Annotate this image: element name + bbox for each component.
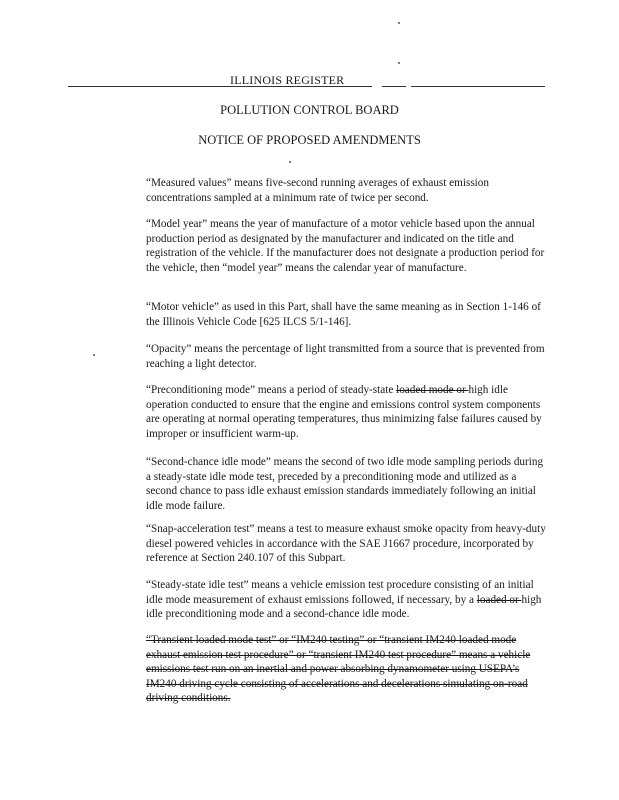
- notice-title: NOTICE OF PROPOSED AMENDMENTS: [198, 133, 421, 147]
- model-year-text: “Model year” means the year of manufacture of a motor vehicle based upon the annual production period as designated by the manufacturer and indicated on the title and registration of the vehicle. If the manufacturer does not designate a production period for the vehicle, then “model year” means the calendar year of manufacture.: [146, 218, 545, 274]
- steady-state-text-a: “Steady-state idle test” means a vehicle emission test procedure consisting of an initial idle mode measurement of exhaust emissions followed, if necessary, by a: [146, 579, 534, 606]
- paragraph-measured-values: [146, 176, 546, 205]
- preconditioning-text-b: high idle operation conducted to ensure that the engine and emissions control system components are operating at normal operating temperatures, thus minimizing false failures caused by improper or insufficient warm-up.: [146, 384, 542, 440]
- steady-state-struck-text: loaded or: [476, 593, 522, 606]
- scan-speck: [289, 161, 291, 163]
- preconditioning-text-a: “Preconditioning mode” means a period of steady-state: [146, 384, 397, 396]
- paragraph-opacity: [146, 342, 546, 371]
- second-chance-text: “Second-chance idle mode” means the second of two idle mode sampling periods during a steady-state idle mode test, preceded by a preconditioning mode and utilized as a second chance to pass idle exhaust emission standards immediately following an initial idle mode failure.: [146, 456, 544, 512]
- snap-acceleration-text: “Snap-acceleration test” means a test to measure exhaust smoke opacity from heavy-duty diesel powered vehicles in accordance with the SAE J1667 procedure, incorporated by reference at Section 240.107 of this Subpart.: [146, 523, 546, 565]
- header-rule-middle: [382, 86, 406, 87]
- scan-speck: [398, 22, 400, 24]
- paragraph-preconditioning: [146, 383, 546, 441]
- steady-state-text-b: high idle preconditioning mode and a second-chance idle mode.: [146, 593, 542, 621]
- preconditioning-struck-text: loaded mode or: [396, 384, 469, 396]
- board-title: POLLUTION CONTROL BOARD: [220, 103, 399, 117]
- paragraph-steady-state: [146, 578, 546, 622]
- register-title: ILLINOIS REGISTER: [230, 73, 345, 87]
- steady-state-text: [146, 578, 546, 622]
- scan-speck: [398, 62, 400, 64]
- scan-speck: [93, 354, 95, 356]
- motor-vehicle-text: “Motor vehicle” as used in this Part, shall have the same meaning as in Section 1-146 of the Illinois Vehicle Code [625 ILCS 5/1-146].: [146, 301, 541, 328]
- paragraph-transient-struck: [146, 633, 546, 706]
- measured-values-text: “Measured values” means five-second running averages of exhaust emission concentrations sampled at a minimum rate of twice per second.: [146, 177, 489, 204]
- paragraph-second-chance: [146, 455, 546, 513]
- paragraph-motor-vehicle: [146, 300, 546, 329]
- transient-struck-text: “Transient loaded mode test” or “IM240 testing” or “transient IM240 loaded mode exhaust emission test procedure” or “transient IM240 test procedure” means a vehicle emissions test run on an inertial and power absorbing dynamometer using USEPA’s IM240 driving cycle consisting of accelerations and decelerations simulating on-road driving conditions.: [146, 634, 531, 705]
- paragraph-model-year: [146, 217, 546, 275]
- paragraph-snap-acceleration: [146, 522, 546, 566]
- opacity-text: “Opacity” means the percentage of light transmitted from a source that is prevented from reaching a light detector.: [146, 343, 545, 370]
- header-rule-right: [411, 86, 545, 87]
- preconditioning-text: [146, 383, 546, 441]
